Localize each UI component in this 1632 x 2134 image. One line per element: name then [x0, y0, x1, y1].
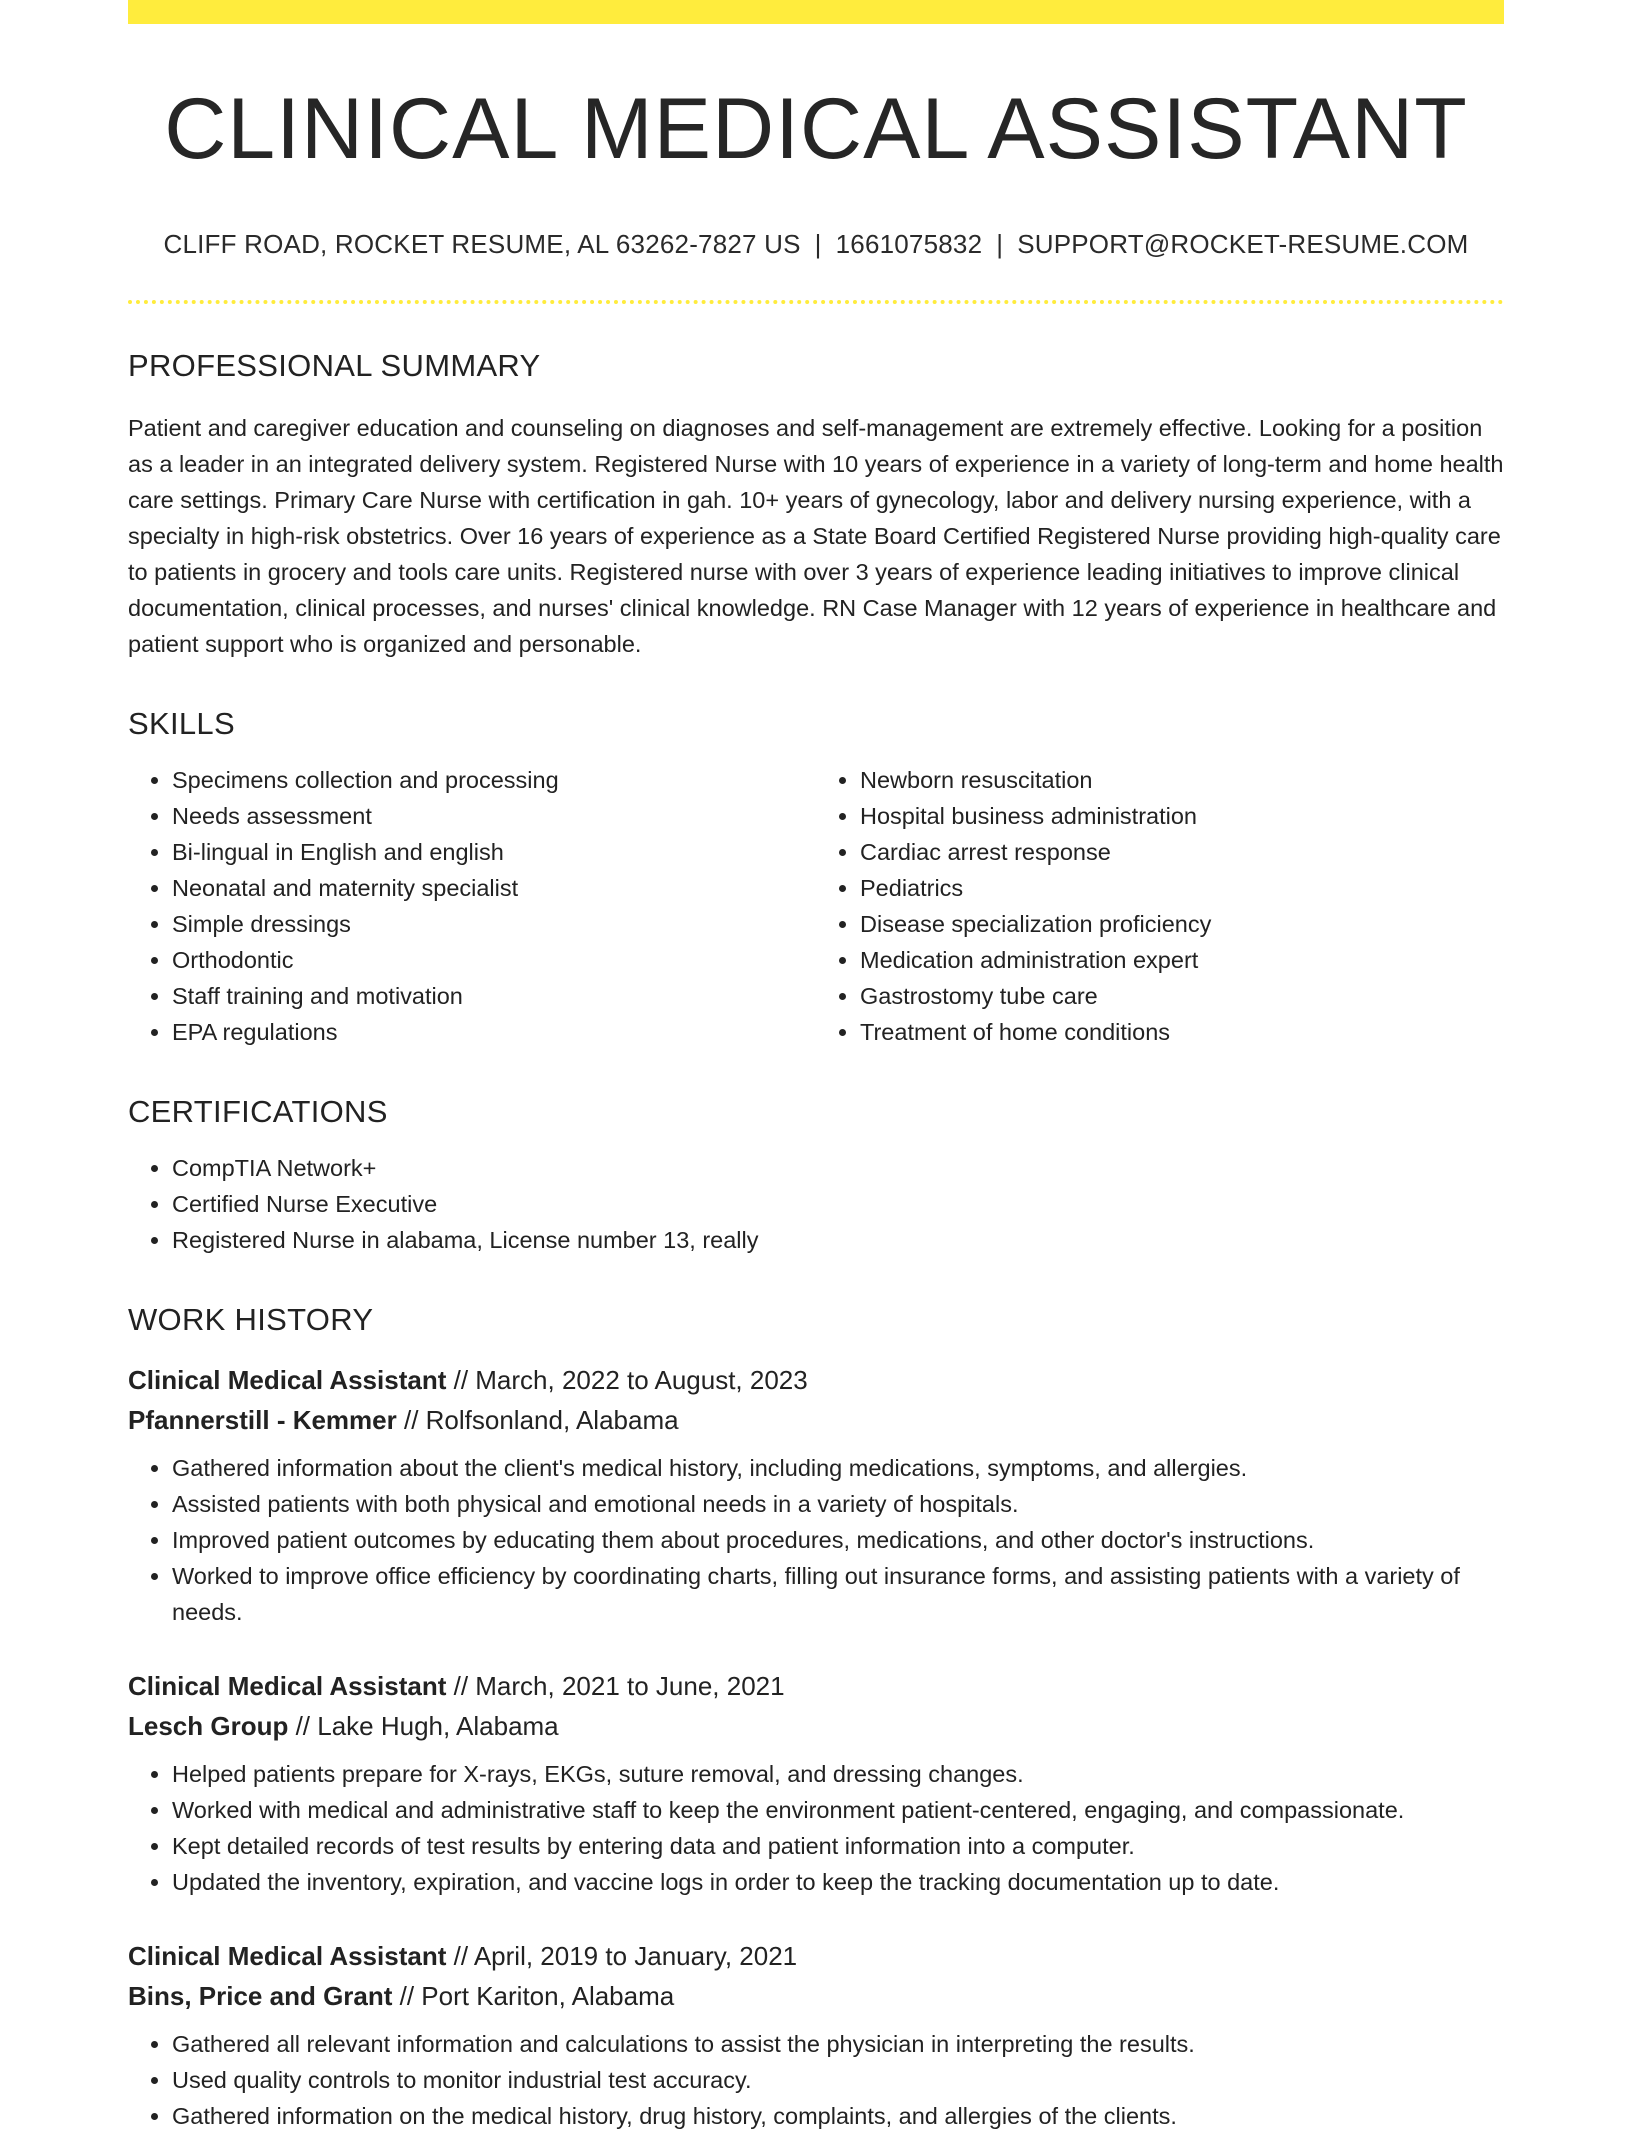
skills-columns [128, 762, 1504, 1050]
skill-item: • Newborn resuscitation [860, 762, 1504, 798]
job-role-line [128, 1360, 1504, 1400]
certifications-list [128, 1150, 1504, 1258]
job-location: // Rolfsonland, Alabama [396, 1404, 679, 1435]
job-dates: // March, 2021 to June, 2021 [446, 1670, 785, 1701]
contact-address: CLIFF ROAD, ROCKET RESUME, AL 63262-7827 US [163, 228, 801, 259]
job-dates: // March, 2022 to August, 2023 [446, 1364, 808, 1395]
dotted-divider [128, 300, 1504, 304]
job-company: Bins, Price and Grant [128, 1980, 393, 2011]
skill-item: • Medication administration expert [860, 942, 1504, 978]
accent-top-bar [128, 0, 1504, 24]
job-bullets [128, 1450, 1504, 1630]
job-bullet: • Gathered all relevant information and calculations to assist the physician in interpreting the results. [172, 2026, 1504, 2062]
job-location: // Lake Hugh, Alabama [288, 1710, 559, 1741]
job-bullet: • Gathered information about the client's medical history, including medications, symptoms, and allergies. [172, 1450, 1504, 1486]
skill-item: • Pediatrics [860, 870, 1504, 906]
summary-heading: PROFESSIONAL SUMMARY [128, 347, 541, 383]
contact-line [128, 229, 1504, 260]
skill-item: • Treatment of home conditions [860, 1014, 1504, 1050]
job-location: // Port Kariton, Alabama [392, 1980, 675, 2011]
skill-item: • Staff training and motivation [172, 978, 816, 1014]
skill-item: • Hospital business administration [860, 798, 1504, 834]
job-company-line [128, 1400, 1504, 1440]
contact-separator: | [814, 228, 822, 259]
job-bullet: • Worked to improve office efficiency by coordinating charts, filling out insurance forms, and assisting patients with a variety of needs. [172, 1558, 1504, 1630]
job-role: Clinical Medical Assistant [128, 1940, 447, 1971]
skills-list-right [816, 762, 1504, 1050]
job-company: Lesch Group [128, 1710, 289, 1741]
certification-item: • CompTIA Network+ [172, 1150, 1504, 1186]
contact-phone: 1661075832 [835, 228, 983, 259]
job-bullet: • Improved patient outcomes by educating them about procedures, medications, and other doctor's instructions. [172, 1522, 1504, 1558]
job-entry [128, 1666, 1504, 1900]
job-company-line [128, 1976, 1504, 2016]
skill-item: • Disease specialization proficiency [860, 906, 1504, 942]
job-role: Clinical Medical Assistant [128, 1670, 447, 1701]
skill-item: • Orthodontic [172, 942, 816, 978]
job-company-line [128, 1706, 1504, 1746]
skills-heading: SKILLS [128, 705, 235, 741]
skill-item: • Cardiac arrest response [860, 834, 1504, 870]
job-bullet: • Assisted patients with both physical and emotional needs in a variety of hospitals. [172, 1486, 1504, 1522]
work-history-heading: WORK HISTORY [128, 1301, 374, 1337]
job-bullet: • Used quality controls to monitor industrial test accuracy. [172, 2062, 1504, 2098]
contact-separator: | [996, 228, 1004, 259]
job-bullets [128, 2026, 1504, 2134]
job-role-line [128, 1666, 1504, 1706]
job-role-line [128, 1936, 1504, 1976]
certification-item: • Certified Nurse Executive [172, 1186, 1504, 1222]
resume-page [128, 0, 1504, 2134]
job-dates: // April, 2019 to January, 2021 [446, 1940, 798, 1971]
job-bullets [128, 1756, 1504, 1900]
skill-item: • Specimens collection and processing [172, 762, 816, 798]
certifications-heading: CERTIFICATIONS [128, 1093, 388, 1129]
skill-item: • Simple dressings [172, 906, 816, 942]
certification-item: • Registered Nurse in alabama, License number 13, really [172, 1222, 1504, 1258]
skill-item: • Neonatal and maternity specialist [172, 870, 816, 906]
job-bullet: • Updated the inventory, expiration, and vaccine logs in order to keep the tracking documentation up to date. [172, 1864, 1504, 1900]
job-bullet: • Worked with medical and administrative staff to keep the environment patient-centered, engaging, and compassionate. [172, 1792, 1504, 1828]
job-bullet: • Helped patients prepare for X-rays, EKGs, suture removal, and dressing changes. [172, 1756, 1504, 1792]
job-entry [128, 1936, 1504, 2134]
skill-item: • EPA regulations [172, 1014, 816, 1050]
job-bullet: • Kept detailed records of test results by entering data and patient information into a computer. [172, 1828, 1504, 1864]
summary-text: Patient and caregiver education and counseling on diagnoses and self-management are extremely effective. Looking for a position as a leader in an integrated delivery system. Registered Nurse with 10 years of experience in a variety of long-term and home health care settings. Primary Care Nurse with certification in gah. 10+ years of gynecology, labor and delivery nursing experience, with a specialty in high-risk obstetrics. Over 16 years of experience as a State Board Certified Registered Nurse providing high-quality care to patients in grocery and tools care units. Registered nurse with over 3 years of experience leading initiatives to improve clinical documentation, clinical processes, and nurses' clinical knowledge. RN Case Manager with 12 years of experience in healthcare and patient support who is organized and personable. [128, 414, 1504, 657]
job-role: Clinical Medical Assistant [128, 1364, 447, 1395]
job-company: Pfannerstill - Kemmer [128, 1404, 397, 1435]
skill-item: • Bi-lingual in English and english [172, 834, 816, 870]
job-bullet: • Gathered information on the medical history, drug history, complaints, and allergies of the clients. [172, 2098, 1504, 2134]
job-entry [128, 1360, 1504, 1630]
skill-item: • Needs assessment [172, 798, 816, 834]
skill-item: • Gastrostomy tube care [860, 978, 1504, 1014]
skills-list-left [128, 762, 816, 1050]
contact-email: SUPPORT@ROCKET-RESUME.COM [1017, 228, 1469, 259]
resume-title: CLINICAL MEDICAL ASSISTANT [164, 81, 1468, 177]
